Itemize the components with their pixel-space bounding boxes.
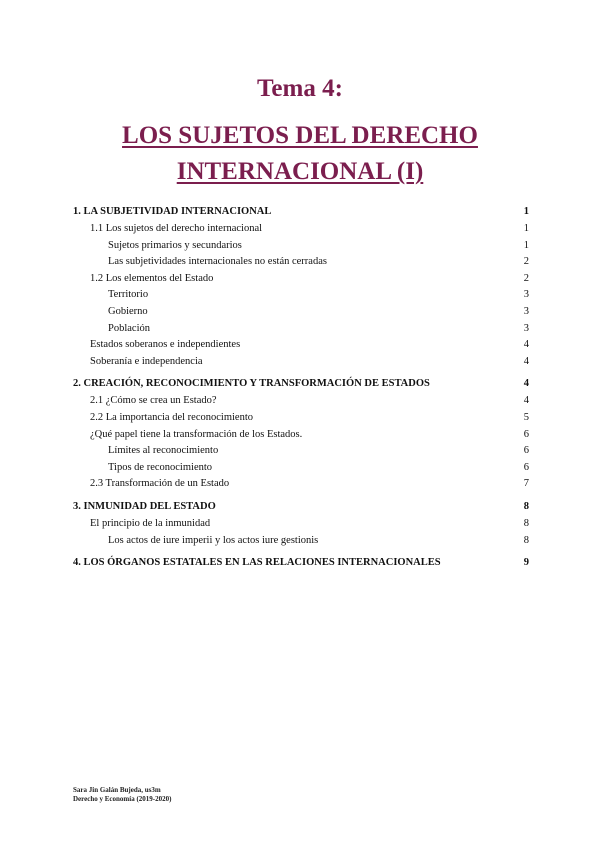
- topic-number: Tema 4:: [257, 75, 343, 102]
- toc-entry-title: 2.1 ¿Cómo se crea un Estado?: [90, 395, 217, 407]
- toc-entry[interactable]: [73, 443, 529, 460]
- toc-entry[interactable]: [73, 238, 529, 255]
- toc-entry-title: 2. CREACIÓN, RECONOCIMIENTO Y TRANSFORMACIÓN DE ESTADOS: [73, 378, 430, 390]
- footer-author: Sara Jin Galán Bujeda, us3m: [73, 786, 161, 794]
- toc-entry-page-number: 8: [523, 534, 529, 546]
- toc-entry-title: 3. INMUNIDAD DEL ESTADO: [73, 500, 216, 512]
- toc-entry-title: Las subjetividades internacionales no están cerradas: [108, 256, 327, 268]
- toc-entry-page-number: 2: [523, 272, 529, 284]
- toc-entry-title: 2.2 La importancia del reconocimiento: [90, 411, 253, 423]
- toc-entry-title: Gobierno: [108, 305, 148, 317]
- toc-entry[interactable]: [73, 476, 529, 493]
- toc-entry-page-number: 1: [523, 206, 529, 217]
- toc-entry-title: Tipos de reconocimiento: [108, 461, 213, 473]
- toc-entry-title: Límites al reconocimiento: [108, 445, 219, 457]
- toc-entry-page-number: 4: [523, 378, 529, 390]
- toc-entry-page-number: 6: [523, 461, 529, 473]
- toc-entry[interactable]: [73, 221, 529, 238]
- table-of-contents: [73, 204, 529, 572]
- toc-entry[interactable]: [73, 410, 529, 427]
- toc-entry-page-number: 4: [523, 339, 529, 351]
- footer: [73, 786, 171, 804]
- page-title: [0, 118, 600, 190]
- toc-entry-page-number: 8: [523, 500, 529, 512]
- toc-entry-page-number: 1: [523, 239, 529, 251]
- footer-course: Derecho y Economía (2019-2020): [73, 795, 172, 803]
- toc-entry-page-number: 2: [523, 256, 529, 268]
- toc-entry-title: Estados soberanos e independientes: [90, 339, 241, 351]
- toc-entry[interactable]: [73, 427, 529, 444]
- toc-entry[interactable]: [73, 287, 529, 304]
- toc-entry-title: 4. LOS ÓRGANOS ESTATALES EN LAS RELACIONES INTERNACIONALES: [73, 557, 441, 569]
- title-line-1: LOS SUJETOS DEL DERECHO: [122, 122, 478, 149]
- toc-entry-page-number: 6: [523, 445, 529, 457]
- toc-entry[interactable]: [73, 321, 529, 338]
- toc-entry-page-number: 3: [523, 305, 529, 317]
- toc-entry-title: Territorio: [108, 289, 149, 301]
- toc-entry[interactable]: [73, 337, 529, 354]
- title-line-2: INTERNACIONAL (I): [176, 158, 424, 185]
- toc-entry-title: El principio de la inmunidad: [90, 517, 211, 529]
- toc-entry-title: Soberanía e independencia: [90, 355, 203, 367]
- toc-entry-page-number: 7: [523, 478, 529, 490]
- toc-entry-title: 1.1 Los sujetos del derecho internacional: [90, 223, 263, 234]
- toc-entry-page-number: 8: [523, 517, 529, 529]
- toc-entry[interactable]: [73, 555, 529, 572]
- toc-entry-title: Población: [108, 322, 150, 334]
- toc-entry[interactable]: [73, 271, 529, 288]
- toc-entry-page-number: 4: [523, 355, 529, 367]
- toc-entry[interactable]: [73, 304, 529, 321]
- toc-entry[interactable]: [73, 393, 529, 410]
- title-block: [0, 74, 600, 190]
- toc-entry[interactable]: [73, 354, 529, 371]
- toc-entry-title: 1. LA SUBJETIVIDAD INTERNACIONAL: [73, 206, 272, 217]
- toc-entry-page-number: 4: [523, 395, 529, 407]
- toc-entry[interactable]: [73, 533, 529, 550]
- toc-entry-page-number: 5: [523, 411, 529, 423]
- toc-entry-page-number: 6: [523, 428, 529, 440]
- toc-entry-page-number: 1: [523, 223, 529, 234]
- toc-entry-title: Sujetos primarios y secundarios: [108, 239, 242, 251]
- toc-entry[interactable]: [73, 204, 529, 221]
- toc-entry[interactable]: [73, 460, 529, 477]
- toc-entry-title: 2.3 Transformación de un Estado: [90, 478, 230, 490]
- toc-entry-title: Los actos de iure imperii y los actos iure gestionis: [108, 534, 319, 546]
- toc-entry-title: ¿Qué papel tiene la transformación de los Estados.: [90, 428, 303, 440]
- toc-entry[interactable]: [73, 254, 529, 271]
- toc-entry-title: 1.2 Los elementos del Estado: [90, 272, 214, 284]
- toc-entry-page-number: 3: [523, 289, 529, 301]
- toc-entry-page-number: 9: [523, 557, 529, 569]
- toc-entry[interactable]: [73, 499, 529, 516]
- toc-entry-page-number: 3: [523, 322, 529, 334]
- toc-entry[interactable]: [73, 376, 529, 393]
- toc-entry[interactable]: [73, 516, 529, 533]
